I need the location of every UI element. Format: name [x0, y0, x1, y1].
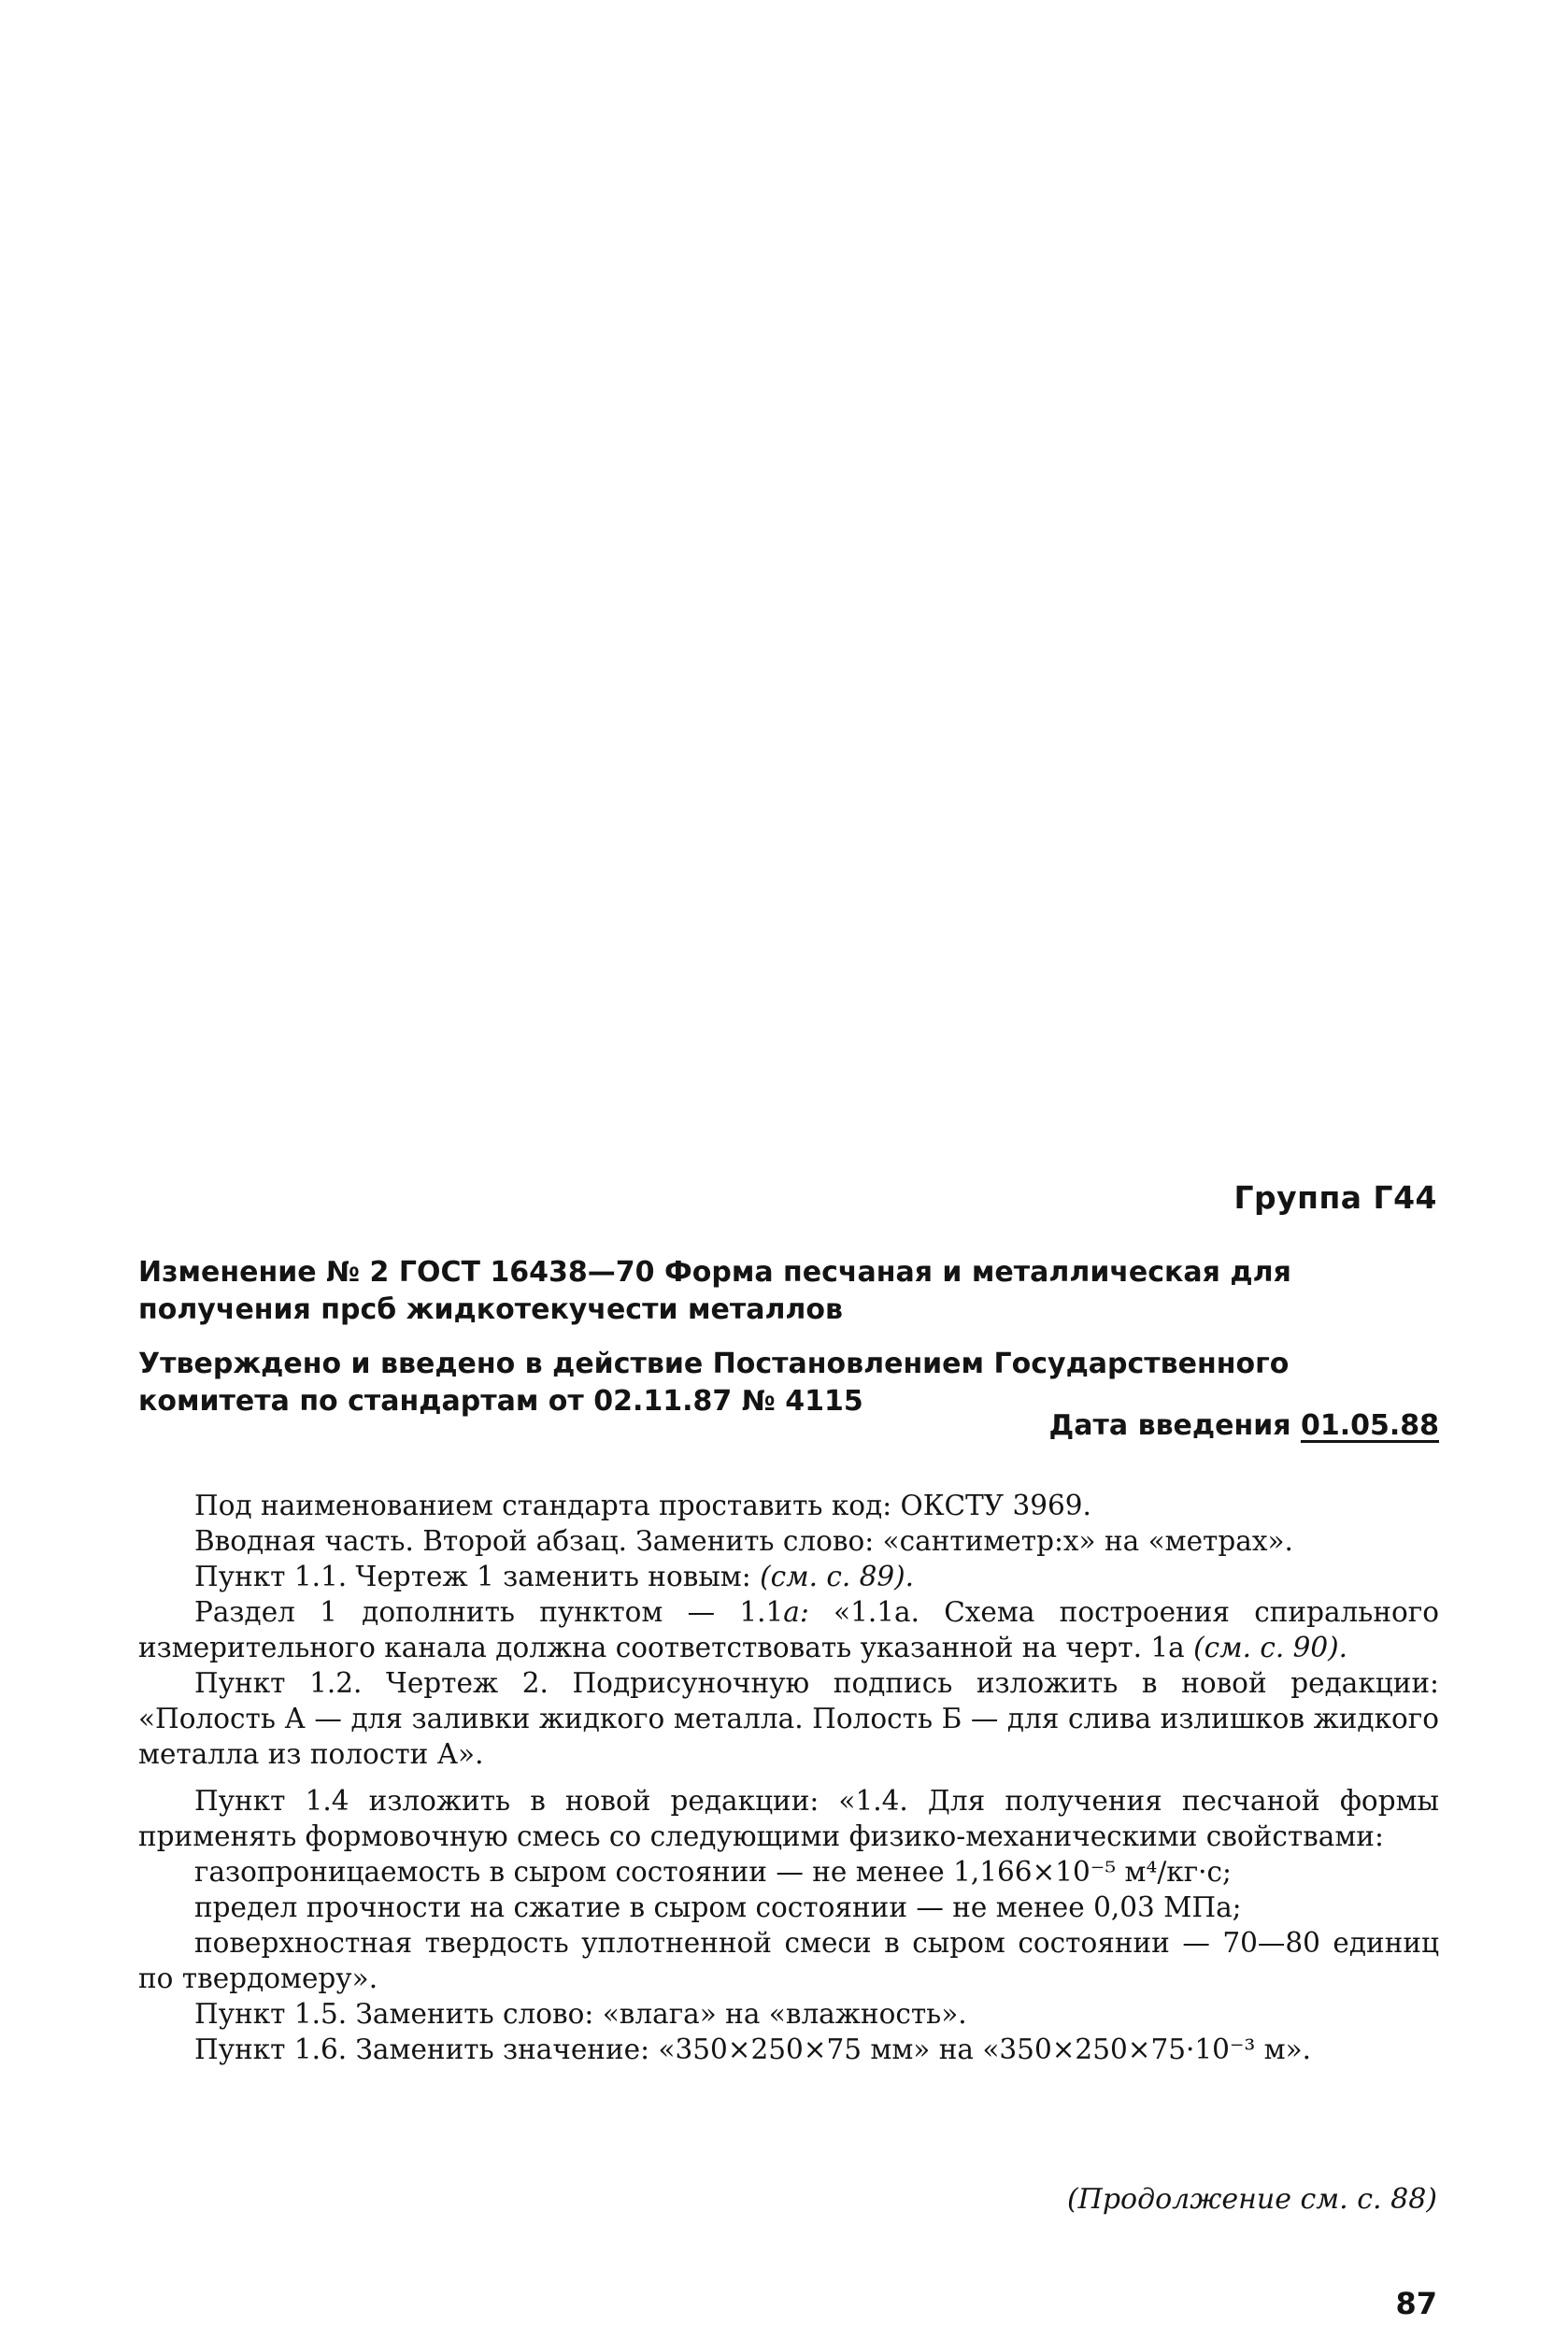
property-compressive-strength: предел прочности на сжатие в сыром состоянии — не менее 0,03 МПа;	[194, 1891, 1242, 1923]
paragraph-1-2: Пункт 1.2. Чертеж 2. Подрисуночную подпись изложить в новой редакции: «Полость А — для заливки жидкого металла. Полость Б — для слива излишков жидкого металла из полости А».	[138, 1667, 1439, 1770]
paragraph-1-1-ref: (см. с. 89).	[760, 1561, 915, 1592]
paragraph-section-1	[138, 1594, 1439, 1665]
group-code: Группа Г44	[1233, 1179, 1437, 1216]
paragraph-1-1-text: Пункт 1.1. Чертеж 1 заменить новым:	[194, 1561, 761, 1592]
effective-date	[1049, 1409, 1439, 1442]
paragraph-1-6: Пункт 1.6. Заменить значение: «350×250×75 мм» на «350×250×75·10⁻³ м».	[194, 2033, 1312, 2065]
property-gas-permeability: газопроницаемость в сыром состоянии — не менее 1,166×10⁻⁵ м⁴/кг·с;	[194, 1856, 1232, 1888]
paragraph-1-5: Пункт 1.5. Заменить слово: «влага» на «влажность».	[194, 1998, 967, 2030]
property-surface-hardness: поверхностная твердость уплотненной смеси в сыром состоянии — 70—80 единиц по твердомеру».	[138, 1927, 1439, 1994]
approval-statement: Утверждено и введено в действие Постановлением Государственного комитета по стандартам от 02.11.87 № 4115	[138, 1348, 1290, 1418]
paragraph-intro: Вводная часть. Второй абзац. Заменить слово: «сантиметр:х» на «метрах».	[194, 1525, 1293, 1557]
continuation-note: (Продолжение см. с. 88)	[1066, 2183, 1437, 2216]
paragraph-section-1-text-a: Раздел 1 дополнить пунктом — 1.1	[194, 1596, 784, 1628]
effective-date-value: 01.05.88	[1300, 1409, 1439, 1442]
paragraph-1-1	[138, 1559, 1439, 1594]
paragraph-section-1-text-b: «1.1а. Схема построения спирального измерительного канала должна соответствовать указанной на черт. 1а	[138, 1596, 1439, 1663]
page-number: 87	[1395, 2286, 1437, 2321]
amendment-title: Изменение № 2 ГОСТ 16438—70 Форма песчаная и металлическая для получения прсб жидкотекучести металлов	[138, 1256, 1291, 1326]
paragraph-okstu: Под наименованием стандарта проставить код: ОКСТУ 3969.	[194, 1490, 1091, 1521]
effective-date-label: Дата введения	[1048, 1409, 1291, 1442]
paragraph-section-1-ref: (см. с. 90).	[1193, 1632, 1348, 1663]
paragraph-section-1-italic: а:	[783, 1596, 809, 1628]
amendment-body	[138, 1488, 1439, 2067]
paragraph-1-4: Пункт 1.4 изложить в новой редакции: «1.4. Для получения песчаной формы применять формовочную смесь со следующими физико-механическими свойствами:	[138, 1785, 1439, 1852]
